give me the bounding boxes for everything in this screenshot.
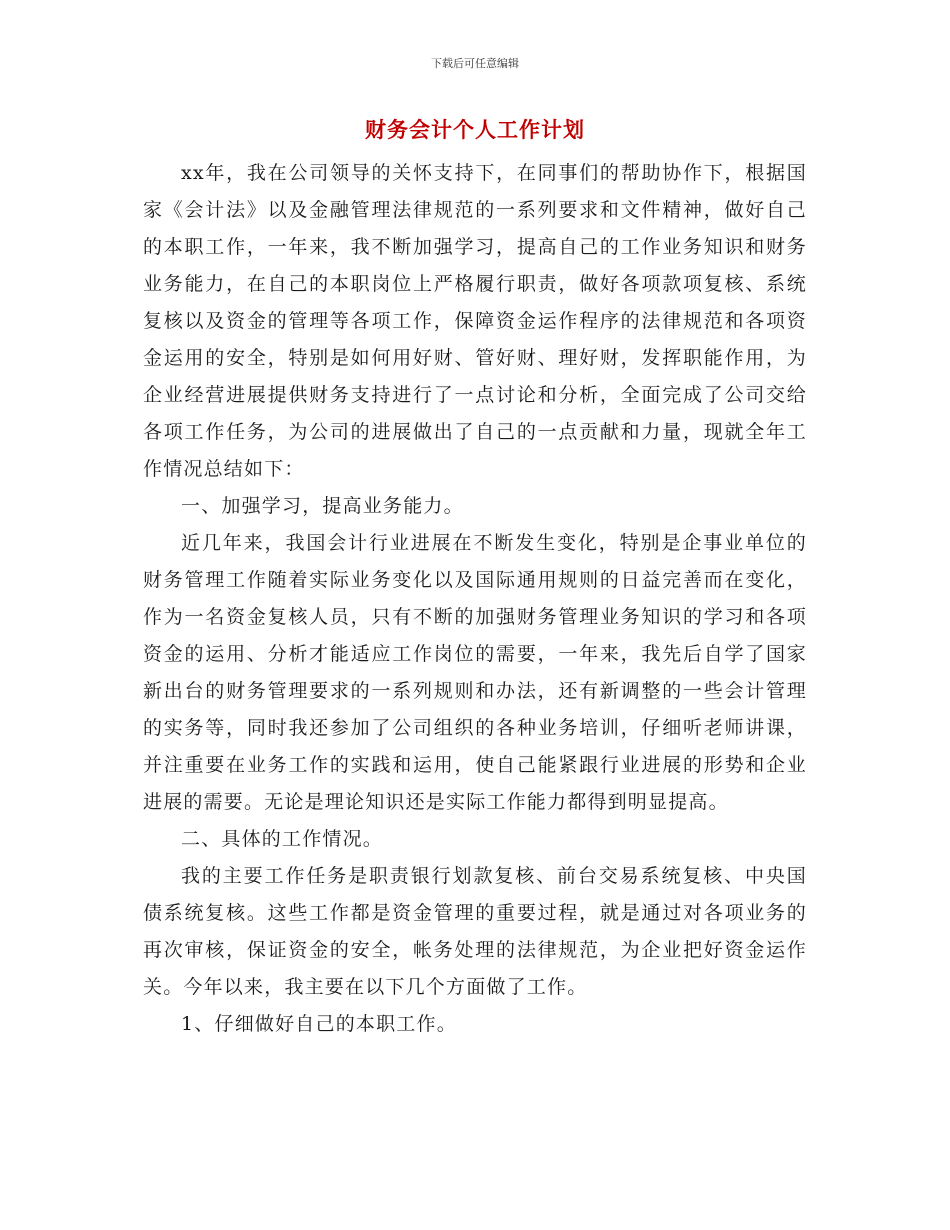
paragraph-intro: xx年，我在公司领导的关怀支持下，在同事们的帮助协作下，根据国家《会计法》以及金融管理法律规范的一系列要求和文件精神，做好自己的本职工作，一年来，我不断加强学习，提高自己的工作业务知识和财务业务能力，在自己的本职岗位上严格履行职责，做好各项款项复核、系统复核以及资金的管理等各项工作，保障资金运作程序的法律规范和各项资金运用的安全，特别是如何用好财、管好财、理好财，发挥职能作用，为企业经营进展提供财务支持进行了一点讨论和分析，全面完成了公司交给各项工作任务，为公司的进展做出了自己的一点贡献和力量，现就全年工作情况总结如下： [143, 162, 807, 480]
document-title: 财务会计个人工作计划 [365, 117, 585, 142]
paragraph-work-tasks: 我的主要工作任务是职责银行划款复核、前台交易系统复核、中央国债系统复核。这些工作都是资金管理的重要过程，就是通过对各项业务的再次审核，保证资金的安全，帐务处理的法律规范，为企业把好资金运作关。今年以来，我主要在以下几个方面做了工作。 [143, 865, 807, 998]
section-heading-1: 一、加强学习，提高业务能力。 [181, 495, 464, 517]
paragraph-learning: 近几年来，我国会计行业进展在不断发生变化，特别是企事业单位的财务管理工作随着实际业务变化以及国际通用规则的日益完善而在变化，作为一名资金复核人员，只有不断的加强财务管理业务知识的学习和各项资金的运用、分析才能适应工作岗位的需要，一年来，我先后自学了国家新出台的财务管理要求的一系列规则和办法，还有新调整的一些会计管理的实务等，同时我还参加了公司组织的各种业务培训，仔细听老师讲课，并注重要在业务工作的实践和运用，使自己能紧跟行业进展的形势和企业进展的需要。无论是理论知识还是实际工作能力都得到明显提高。 [143, 532, 807, 813]
document-body [143, 155, 807, 1043]
section-heading-2: 二、具体的工作情况。 [181, 828, 384, 850]
subsection-heading-1: 1、仔细做好自己的本职工作。 [181, 1013, 457, 1035]
page-header-note: 下载后可任意编辑 [431, 57, 519, 70]
